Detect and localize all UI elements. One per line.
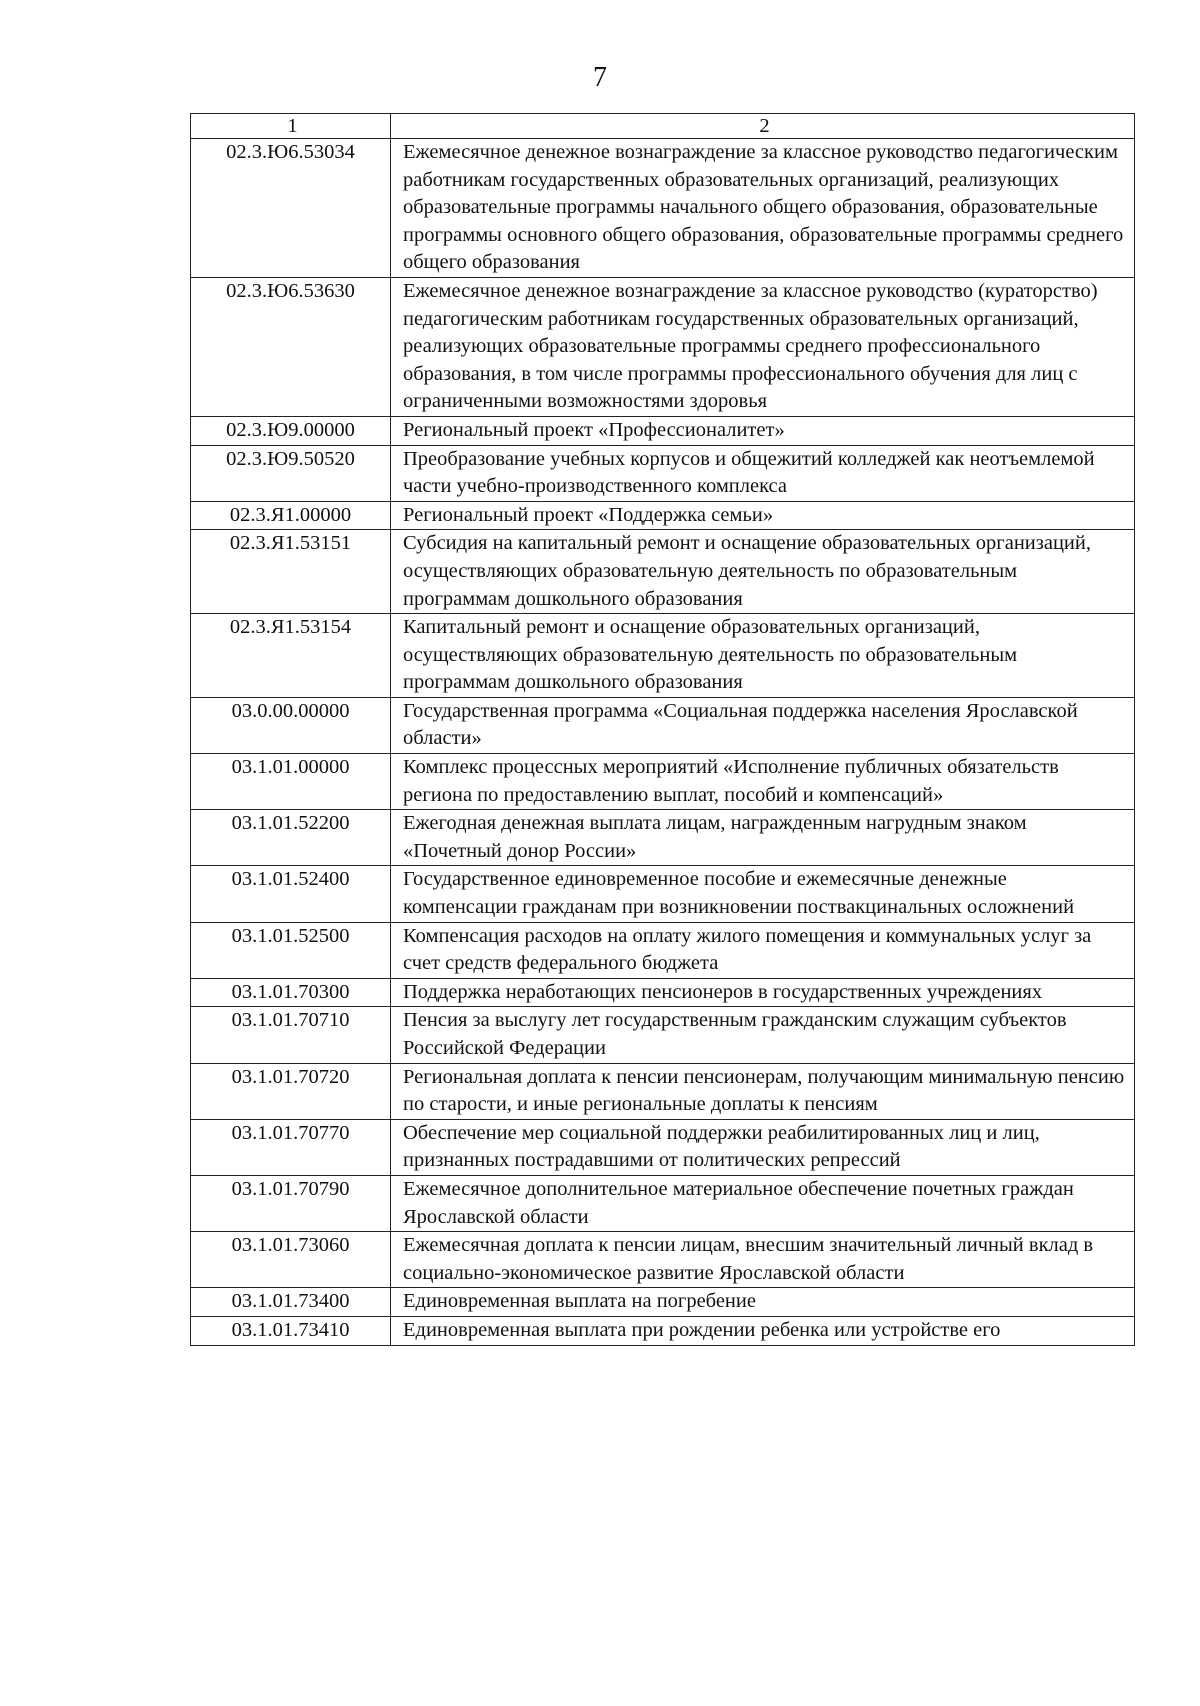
column-header-2: 2 — [391, 114, 1135, 139]
budget-codes-table — [190, 113, 1135, 1346]
row-description: Государственное единовременное пособие и ежемесячные денежные компенсации гражданам при возникновении поствакцинальных осложнений — [391, 866, 1135, 922]
table-row — [191, 1232, 1135, 1288]
table-row — [191, 445, 1135, 501]
table-row — [191, 1007, 1135, 1063]
row-description: Ежемесячная доплата к пенсии лицам, внесшим значительный личный вклад в социально-экономическое развитие Ярославской области — [391, 1232, 1135, 1288]
row-description: Пенсия за выслугу лет государственным гражданским служащим субъектов Российской Федерации — [391, 1007, 1135, 1063]
table-row — [191, 754, 1135, 810]
row-code: 02.3.Ю9.00000 — [191, 416, 391, 445]
row-code: 03.1.01.70790 — [191, 1175, 391, 1231]
table-row — [191, 922, 1135, 978]
table-row — [191, 1119, 1135, 1175]
row-code: 03.1.01.70720 — [191, 1063, 391, 1119]
table-row — [191, 1175, 1135, 1231]
row-description: Обеспечение мер социальной поддержки реабилитированных лиц и лиц, признанных пострадавшими от политических репрессий — [391, 1119, 1135, 1175]
table-row — [191, 866, 1135, 922]
row-description: Ежегодная денежная выплата лицам, награжденным нагрудным знаком «Почетный донор России» — [391, 810, 1135, 866]
row-code: 03.1.01.70770 — [191, 1119, 391, 1175]
row-code: 02.3.Я1.53151 — [191, 530, 391, 614]
row-description: Ежемесячное дополнительное материальное обеспечение почетных граждан Ярославской области — [391, 1175, 1135, 1231]
row-description: Преобразование учебных корпусов и общежитий колледжей как неотъемлемой части учебно-производственного комплекса — [391, 445, 1135, 501]
row-code: 03.1.01.70710 — [191, 1007, 391, 1063]
page-number: 7 — [593, 62, 607, 93]
row-description: Комплекс процессных мероприятий «Исполнение публичных обязательств региона по предоставлению выплат, пособий и компенсаций» — [391, 754, 1135, 810]
table-row — [191, 1063, 1135, 1119]
row-code: 03.1.01.73400 — [191, 1288, 391, 1317]
row-description: Компенсация расходов на оплату жилого помещения и коммунальных услуг за счет средств федерального бюджета — [391, 922, 1135, 978]
row-description: Субсидия на капитальный ремонт и оснащение образовательных организаций, осуществляющих образовательную деятельность по образовательным программам дошкольного образования — [391, 530, 1135, 614]
table-row — [191, 1316, 1135, 1345]
table-row — [191, 978, 1135, 1007]
table-row — [191, 614, 1135, 698]
row-code: 03.1.01.52200 — [191, 810, 391, 866]
row-code: 03.1.01.00000 — [191, 754, 391, 810]
table-header-row — [191, 114, 1135, 139]
row-description: Региональный проект «Профессионалитет» — [391, 416, 1135, 445]
row-code: 02.3.Ю6.53034 — [191, 139, 391, 278]
table-row — [191, 1288, 1135, 1317]
row-code: 03.1.01.70300 — [191, 978, 391, 1007]
row-code: 03.1.01.73060 — [191, 1232, 391, 1288]
table-row — [191, 277, 1135, 416]
table-row — [191, 530, 1135, 614]
row-code: 02.3.Я1.53154 — [191, 614, 391, 698]
table-row — [191, 416, 1135, 445]
table-row — [191, 501, 1135, 530]
row-code: 03.0.00.00000 — [191, 697, 391, 753]
row-code: 02.3.Ю9.50520 — [191, 445, 391, 501]
row-code: 03.1.01.52400 — [191, 866, 391, 922]
row-description: Региональный проект «Поддержка семьи» — [391, 501, 1135, 530]
row-code: 03.1.01.73410 — [191, 1316, 391, 1345]
table-row — [191, 139, 1135, 278]
row-description: Региональная доплата к пенсии пенсионерам, получающим минимальную пенсию по старости, и иные региональные доплаты к пенсиям — [391, 1063, 1135, 1119]
row-description: Государственная программа «Социальная поддержка населения Ярославской области» — [391, 697, 1135, 753]
row-description: Единовременная выплата на погребение — [391, 1288, 1135, 1317]
table-row — [191, 697, 1135, 753]
column-header-1: 1 — [191, 114, 391, 139]
row-description: Капитальный ремонт и оснащение образовательных организаций, осуществляющих образовательную деятельность по образовательным программам дошкольного образования — [391, 614, 1135, 698]
row-description: Поддержка неработающих пенсионеров в государственных учреждениях — [391, 978, 1135, 1007]
row-code: 02.3.Я1.00000 — [191, 501, 391, 530]
row-description: Ежемесячное денежное вознаграждение за классное руководство педагогическим работникам государственных образовательных организаций, реализующих образовательные программы начального общего образования, образовательные программы основного общего образования, образовательные программы среднего общего образования — [391, 139, 1135, 278]
row-code: 02.3.Ю6.53630 — [191, 277, 391, 416]
row-description: Единовременная выплата при рождении ребенка или устройстве его — [391, 1316, 1135, 1345]
row-description: Ежемесячное денежное вознаграждение за классное руководство (кураторство) педагогическим работникам государственных образовательных организаций, реализующих образовательные программы среднего профессионального образования, в том числе программы профессионального обучения для лиц с ограниченными возможностями здоровья — [391, 277, 1135, 416]
table-row — [191, 810, 1135, 866]
row-code: 03.1.01.52500 — [191, 922, 391, 978]
